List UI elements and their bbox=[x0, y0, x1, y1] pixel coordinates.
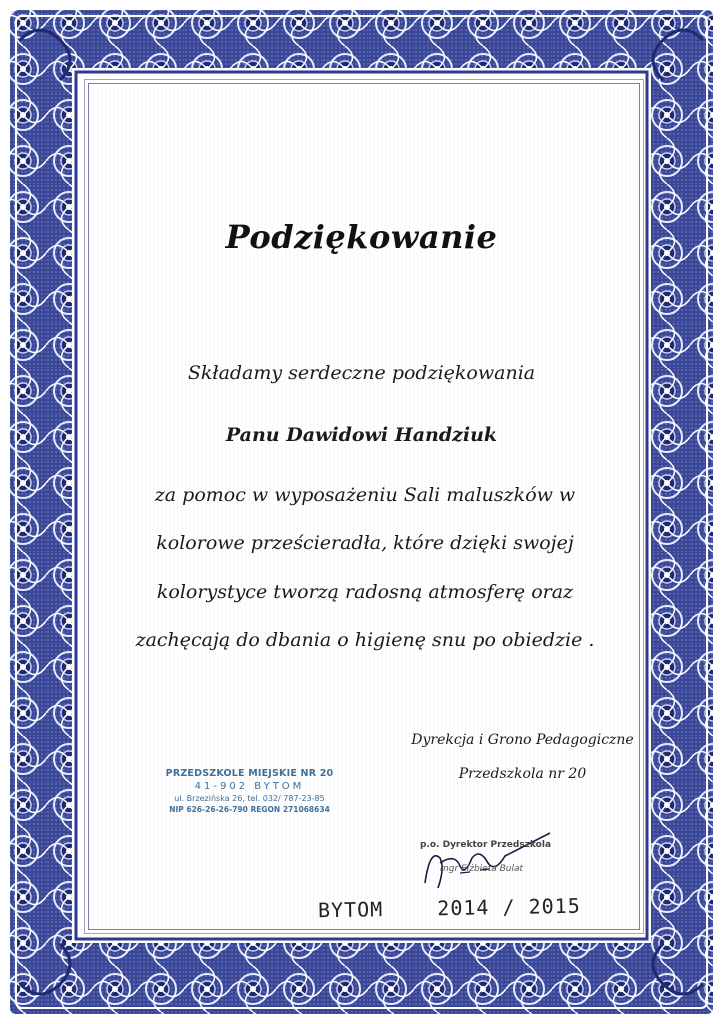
director-role: p.o. Dyrektor Przedszkola bbox=[420, 840, 552, 850]
body-line-2: kolorowe prześcieradła, które dzięki swojej bbox=[156, 532, 574, 554]
intro-line: Składamy serdeczne podziękowania bbox=[187, 362, 536, 384]
body-line-3: kolorystyce tworzą radosną atmosferę oraz bbox=[156, 581, 574, 603]
director-name: mgr Elżbieta Bulat bbox=[440, 864, 524, 874]
signature-line-2: Przedszkola nr 20 bbox=[458, 766, 587, 782]
stamp-name: PRZEDSZKOLE MIEJSKIE NR 20 bbox=[165, 768, 334, 779]
stamp-ids: NIP 626-26-26-790 REGON 271068634 bbox=[169, 805, 330, 814]
director-stamp bbox=[420, 840, 560, 874]
certificate-title: Podziękowanie bbox=[225, 218, 498, 256]
stamp-city: 41-902 BYTOM bbox=[194, 781, 305, 792]
body-line-4: zachęcają do dbania o higienę snu po obiedzie . bbox=[135, 629, 595, 651]
stamp-address: ul. Brzezińska 26, tel. 032/ 787-23-85 bbox=[174, 794, 325, 803]
recipient-name: Panu Dawidowi Handziuk bbox=[225, 424, 498, 446]
handwritten-year: 2014 / 2015 bbox=[437, 893, 581, 921]
signature-line-1: Dyrekcja i Grono Pedagogiczne bbox=[411, 732, 634, 748]
handwritten-place: BYTOM bbox=[317, 897, 384, 923]
body-line-1: za pomoc w wyposażeniu Sali maluszków w bbox=[154, 484, 576, 506]
kindergarten-stamp bbox=[162, 768, 337, 814]
handwritten-date bbox=[318, 894, 581, 923]
